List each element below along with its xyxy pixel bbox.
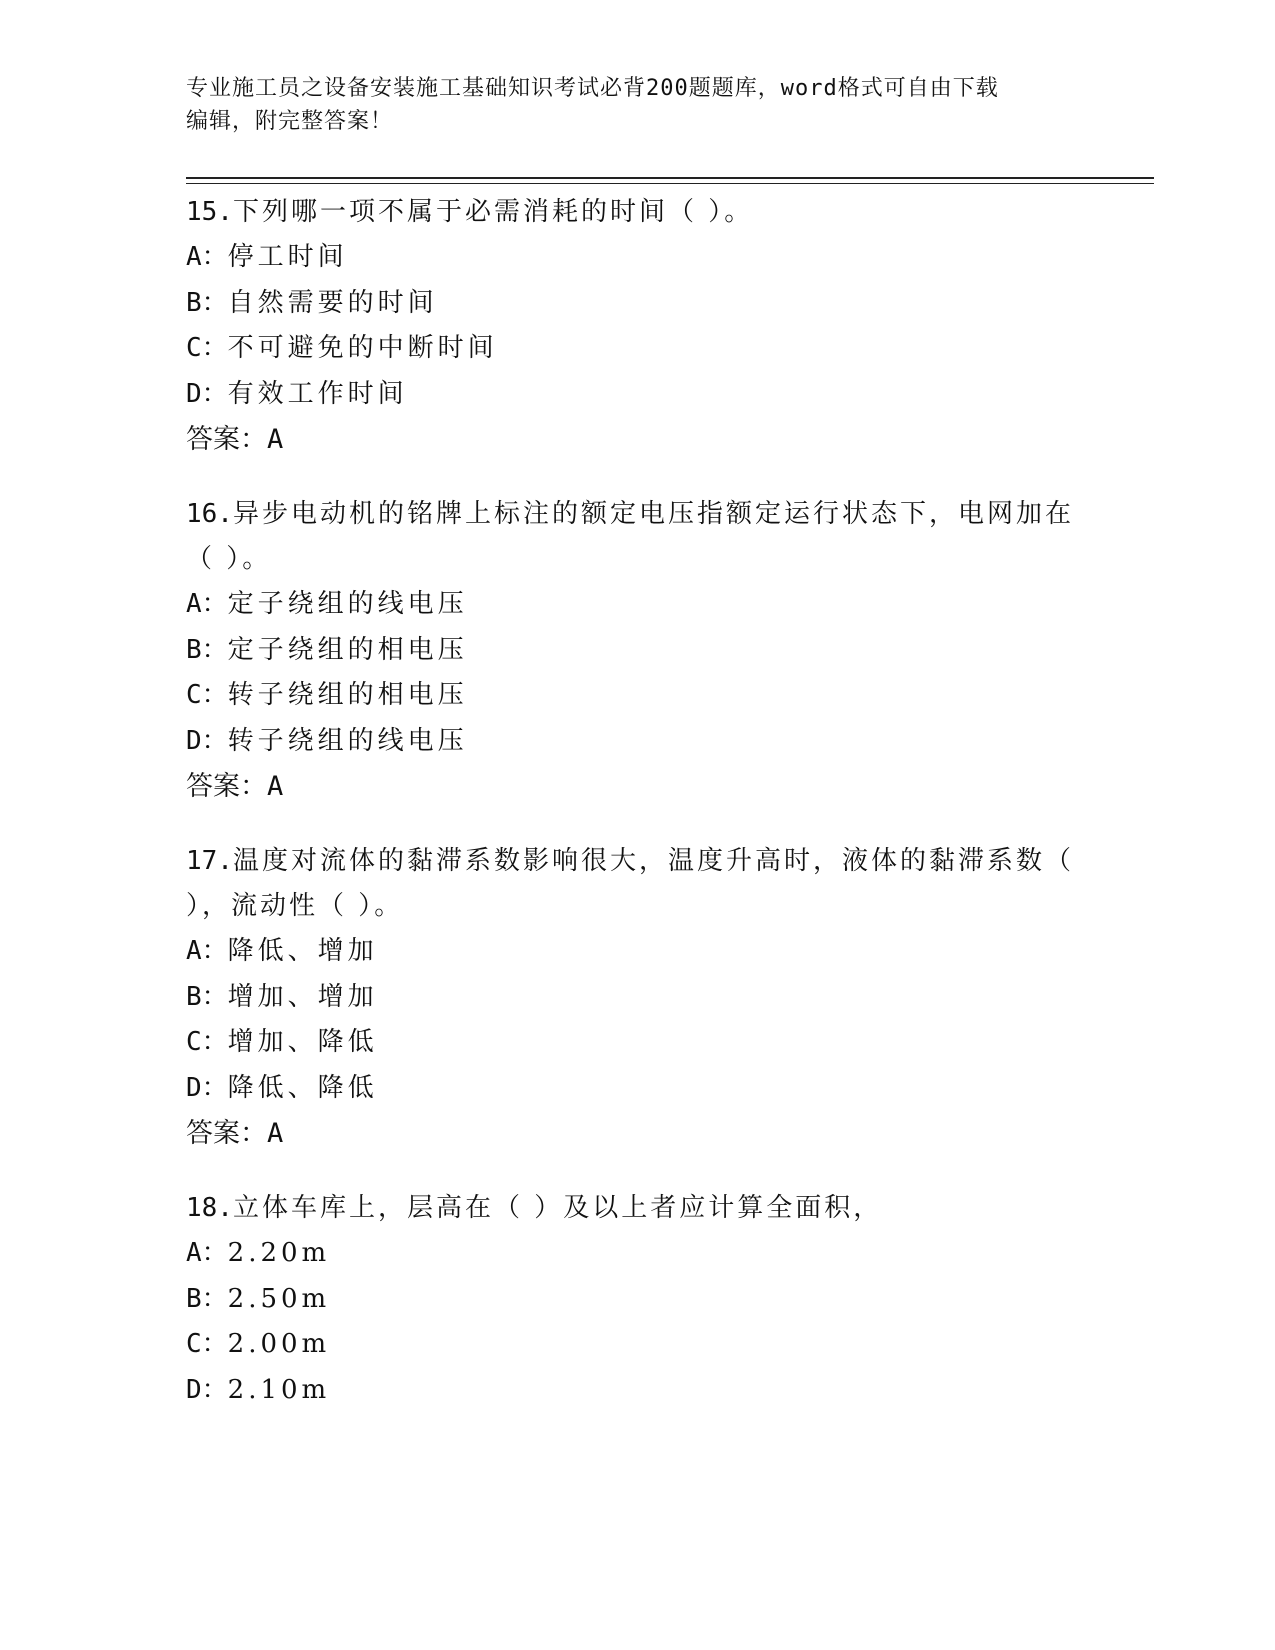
- question-stem: [186, 190, 1086, 235]
- option-key: A：: [186, 1238, 228, 1268]
- question-list: [186, 190, 1086, 1443]
- answer-value: A: [267, 424, 284, 455]
- option-text: 增加、增加: [227, 981, 378, 1012]
- answer-option: [186, 929, 1086, 975]
- question-number: 16.: [186, 499, 233, 529]
- question-3: [186, 1186, 1086, 1413]
- question-stem: [186, 492, 1086, 537]
- option-text: 2.20m: [227, 1238, 331, 1268]
- answer-label: 答案：: [186, 771, 267, 802]
- option-text: 降低、降低: [227, 1072, 378, 1103]
- question-number: 18.: [186, 1193, 233, 1223]
- question-0: [186, 190, 1086, 462]
- option-key: A：: [186, 242, 228, 272]
- option-key: D：: [186, 725, 228, 756]
- option-text: 有效工作时间: [227, 378, 408, 409]
- option-key: A：: [186, 936, 228, 966]
- question-stem-text: ），流动性（ ）。: [186, 891, 404, 921]
- option-key: C：: [186, 1329, 228, 1359]
- question-stem: [186, 1186, 1086, 1231]
- question-stem-text: 温度对流体的黏滞系数影响很大，温度升高时，液体的黏滞系数（: [232, 846, 1074, 876]
- option-key: C：: [186, 333, 228, 363]
- answer-line: [186, 417, 1086, 462]
- option-text: 转子绕组的线电压: [227, 725, 468, 756]
- option-text: 定子绕组的线电压: [227, 589, 468, 619]
- option-text: 2.10m: [227, 1374, 331, 1405]
- header-divider-thick: [186, 177, 1154, 179]
- option-key: B：: [186, 634, 228, 665]
- answer-option: [186, 719, 1086, 765]
- answer-line: [186, 764, 1086, 809]
- header-title-line-1: 专业施工员之设备安装施工基础知识考试必背200题题库，word格式可自由下载: [186, 76, 999, 101]
- answer-label: 答案：: [186, 1118, 267, 1149]
- answer-label: 答案：: [186, 424, 267, 455]
- option-text: 定子绕组的相电压: [227, 634, 468, 665]
- option-text: 自然需要的时间: [227, 287, 438, 318]
- answer-option: [186, 1231, 1086, 1277]
- option-key: B：: [186, 1283, 228, 1314]
- answer-option: [186, 975, 1086, 1021]
- question-stem-text: 立体车库上，层高在（ ）及以上者应计算全面积，: [232, 1193, 883, 1223]
- question-stem-text: 异步电动机的铭牌上标注的额定电压指额定运行状态下，电网加在: [232, 499, 1074, 529]
- option-text: 2.50m: [227, 1283, 331, 1314]
- answer-value: A: [267, 1118, 284, 1149]
- option-key: D：: [186, 1374, 228, 1405]
- answer-option: [186, 1277, 1086, 1323]
- option-key: B：: [186, 287, 228, 318]
- answer-value: A: [267, 771, 284, 802]
- answer-line: [186, 1111, 1086, 1156]
- option-text: 停工时间: [227, 242, 348, 272]
- option-text: 不可避免的中断时间: [227, 333, 498, 363]
- header-divider-thin: [186, 183, 1154, 184]
- question-stem: [186, 839, 1086, 884]
- answer-option: [186, 582, 1086, 628]
- answer-option: [186, 1368, 1086, 1414]
- document-header: [186, 72, 1066, 138]
- question-stem-text: （ ）。: [186, 544, 272, 574]
- option-text: 2.00m: [227, 1329, 331, 1359]
- question-1: [186, 492, 1086, 809]
- answer-option: [186, 372, 1086, 418]
- question-number: 17.: [186, 846, 233, 876]
- question-2: [186, 839, 1086, 1156]
- question-number: 15.: [186, 197, 233, 227]
- question-stem: [186, 537, 1086, 582]
- option-key: B：: [186, 981, 228, 1012]
- option-text: 增加、降低: [227, 1027, 378, 1057]
- option-key: C：: [186, 680, 228, 710]
- header-title-line-2: 编辑，附完整答案！: [186, 109, 394, 134]
- option-key: C：: [186, 1027, 228, 1057]
- question-stem: [186, 884, 1086, 929]
- question-stem-text: 下列哪一项不属于必需消耗的时间（ ）。: [232, 197, 754, 227]
- option-text: 转子绕组的相电压: [227, 680, 468, 710]
- answer-option: [186, 326, 1086, 372]
- option-key: D：: [186, 1072, 228, 1103]
- answer-option: [186, 1322, 1086, 1368]
- answer-option: [186, 1066, 1086, 1112]
- option-text: 降低、增加: [227, 936, 378, 966]
- answer-option: [186, 673, 1086, 719]
- answer-option: [186, 281, 1086, 327]
- answer-option: [186, 1020, 1086, 1066]
- option-key: A：: [186, 589, 228, 619]
- option-key: D：: [186, 378, 228, 409]
- answer-option: [186, 628, 1086, 674]
- answer-option: [186, 235, 1086, 281]
